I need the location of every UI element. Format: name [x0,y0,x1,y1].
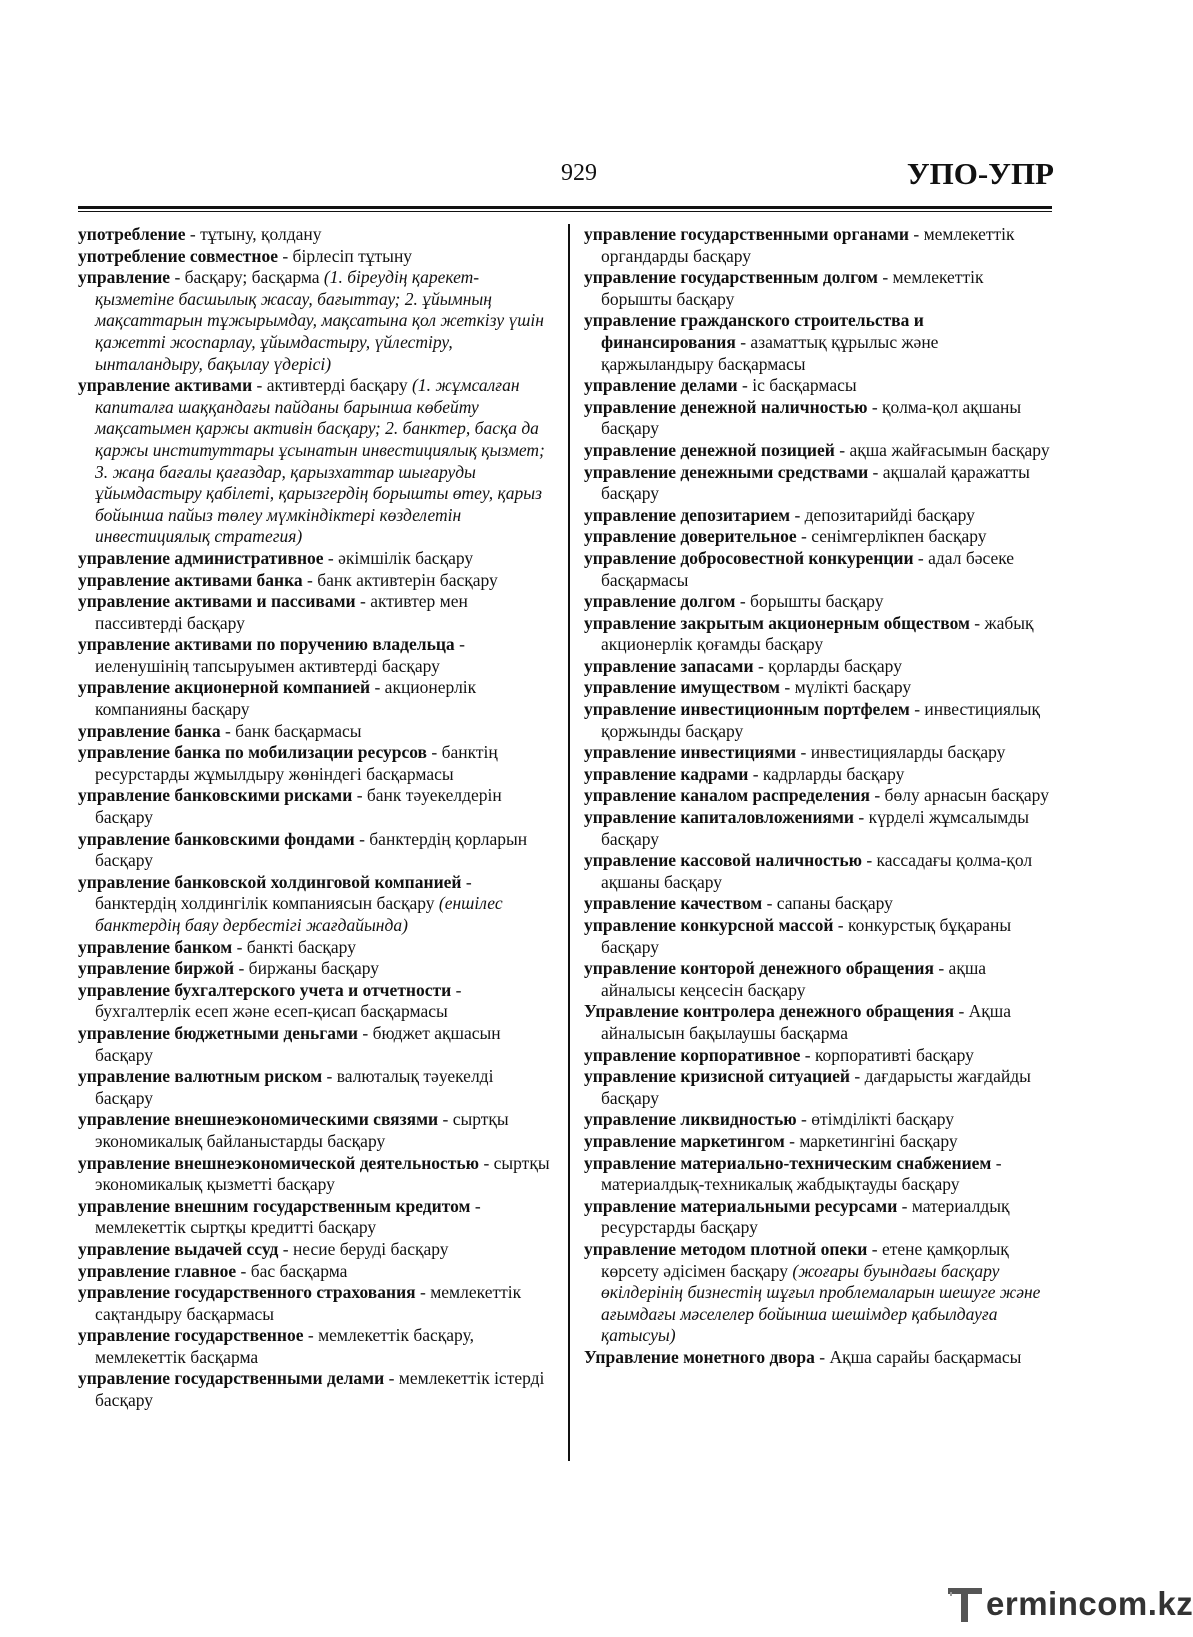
entry-separator: - [323,547,339,568]
dictionary-entry [584,1045,1054,1067]
entry-separator: - [322,1066,337,1087]
entry-definition: мүлікті басқару [794,677,912,698]
entry-separator: - [913,547,929,568]
entry-term: управление кассовой наличностью [584,850,862,871]
dictionary-entry [78,1153,552,1196]
entry-separator: - [277,245,293,266]
entry-term: управление методом плотной опеки [584,1238,868,1259]
t-letter-icon [946,1584,986,1624]
entry-separator: - [234,958,249,979]
entry-separator: - [796,1109,812,1130]
entry-definition: мемлекеттік істерді басқару [95,1368,545,1411]
entry-definition: несие беруді басқару [292,1238,449,1259]
entry-definition: инвестицияларды басқару [810,742,1006,763]
entry-separator: - [185,224,201,244]
entry-definition: сыртқы экономикалық байланыстарды басқару [95,1109,509,1151]
entry-term: управление кризисной ситуацией [584,1066,851,1087]
dictionary-entry [78,677,552,720]
entry-definition: ақша айналысы кеңсесін басқару [601,958,987,1000]
entry-definition: мемлекеттік органдарды басқару [601,224,1015,266]
dictionary-entry [78,1023,552,1066]
entry-definition: сыртқы экономикалық қызметті басқару [95,1152,550,1195]
dictionary-entry [78,742,552,785]
dictionary-entry [584,1066,1054,1109]
entry-separator: - [302,569,318,590]
entry-separator: - [735,591,751,612]
entry-separator: - [354,828,370,849]
entry-separator: - [909,224,924,244]
entry-term: управление государственными органами [584,224,910,244]
entry-term: управление банка по мобилизации ресурсов [78,742,428,763]
dictionary-entry [584,850,1054,893]
dictionary-entry [584,1131,1054,1153]
entry-term: управление доверительное [584,526,797,547]
entry-definition: мемлекеттік сыртқы кредитті басқару [95,1217,377,1238]
entry-term: управление депозитарием [584,504,791,525]
entry-term: управление активами [78,375,253,396]
dictionary-entry [584,1153,1054,1196]
entry-separator: - [170,267,185,288]
entry-term: управление имуществом [584,677,780,698]
entry-separator: - [814,1346,830,1367]
entry-term: управление материально-техническим снабжением [584,1152,992,1173]
entry-definition: банк активтерін басқару [317,569,498,590]
entry-separator: - [897,1195,912,1216]
entry-separator: - [735,331,751,352]
dictionary-entry [584,1239,1054,1347]
dictionary-entry [584,591,1054,613]
dictionary-entry [584,310,1054,375]
dictionary-entry [584,764,1054,786]
entry-term: управление банковскими фондами [78,828,355,849]
entry-separator: - [954,1001,969,1022]
dictionary-entry [584,1109,1054,1131]
entry-separator: - [909,699,925,720]
entry-definition: тұтыну, қолдану [200,224,322,244]
entry-separator: - [303,1325,319,1346]
entry-term: управление инвестиционным портфелем [584,699,910,720]
entry-term: управление каналом распределения [584,785,870,806]
dictionary-entry [584,742,1054,764]
dictionary-entry [584,462,1054,505]
dictionary-entry [78,246,552,268]
entry-term: управление государственными делами [78,1368,385,1389]
entry-separator: - [933,958,949,979]
entry-term: управление конторой денежного обращения [584,958,934,979]
entry-term: управление денежной наличностью [584,396,868,417]
entry-separator: - [352,785,367,806]
entry-term: управление запасами [584,655,754,676]
entry-term: управление внешним государственным кредитом [78,1195,471,1216]
header-rule-thin [78,211,1052,212]
entry-definition: әкімшілік басқару [338,547,474,568]
entry-definition: кассадағы қолма-қол ақшаны басқару [601,850,1033,892]
entry-separator: - [833,915,848,935]
entry-separator: - [867,1238,882,1259]
entry-separator: - [479,1152,494,1173]
entry-separator: - [867,396,883,417]
entry-definition: адал бәсеке басқармасы [601,547,1015,590]
entry-term: управление закрытым акционерным обществом [584,612,970,633]
entry-definition: күрделі жұмсалымды басқару [601,807,1030,849]
entry-separator: - [868,461,883,482]
entry-separator: - [748,763,763,784]
entry-note: (1. біреудің қарекет-қызметіне басшылық жасау, бағыттау; 2. ұйымның мақсаттарын тұжырымдау, мақсатына қол жеткізу үшін қажетті жоспарлау, ұйымдастыру, үйлестіру, ынталандыру, бақылау үдерісі) [95,267,544,374]
entry-term: управление банка [78,720,221,741]
entry-separator: - [355,591,371,612]
dictionary-entry [78,1282,552,1325]
right-column [584,224,1054,1368]
entry-definition: банк тәуекелдерін басқару [95,785,502,828]
entry-term: управление гражданского строительства и финансирования [584,310,924,352]
dictionary-entry [584,807,1054,850]
entry-term: управление бухгалтерского учета и отчетности [78,979,452,1000]
dictionary-entry [584,224,1054,267]
entry-definition: бірлесіп тұтыну [292,245,413,266]
entry-separator: - [753,655,769,676]
entry-definition: инвестициялық қоржынды басқару [601,699,1041,741]
dictionary-entry [584,893,1054,915]
entry-separator: - [991,1152,1002,1173]
entry-term: управление внешнеэкономическими связями [78,1109,439,1130]
entry-definition: мемлекеттік борышты басқару [601,267,984,309]
entry-separator: - [800,1044,815,1065]
dictionary-entry [78,267,552,375]
entry-term: управление делами [584,375,738,396]
entry-note: (1. жұмсалған капиталға шаққандағы пайданы барынша көбейту мақсатымен қаржы активін басқару; 2. банктер, басқа да қаржы институттары ұсынатын инвестициялық қызмет; 3. жаңа бағалы қағаздар, қарызхаттар шығаруды ұйымдастыру қабілеті, қарызгердің борышты өтеу, қарыз бойынша пайыз төлеу мүмкіндіктері көзделетін инвестициялық стратегия) [95,375,545,547]
entry-term: управление материальными ресурсами [584,1195,898,1216]
entry-term: управление денежными средствами [584,461,869,482]
entry-term: Управление монетного двора [584,1346,815,1367]
entry-definition: банктің ресурстарды жұмылдыру жөніндегі басқармасы [95,742,498,784]
entry-note: (еншілес банктердің баяу дербестігі жағдайында) [95,893,503,935]
dictionary-entry [584,613,1054,656]
entry-term: управление акционерной компанией [78,677,371,698]
entry-definition: депозитарийді басқару [804,504,975,525]
entry-definition: активтерді басқару [266,375,413,396]
entry-definition: бас басқарма [250,1260,348,1281]
entry-definition: мемлекеттік басқару, мемлекеттік басқарма [95,1325,474,1367]
entry-definition: банктердің қорларын басқару [95,828,528,871]
dictionary-entry [584,397,1054,440]
entry-separator: - [784,1130,800,1151]
entry-definition: материалдық-техникалық жабдықтауды басқару [601,1174,960,1195]
entry-term: управление внешнеэкономической деятельностью [78,1152,480,1173]
entry-definition: бөлу арнасын басқару [884,785,1049,806]
dictionary-entry [78,1239,552,1261]
entry-definition: банкті басқару [246,936,356,957]
entry-definition: банктердің холдингілік компаниясын басқару [95,893,439,914]
entry-separator: - [461,871,472,892]
entry-term: управление государственное [78,1325,304,1346]
entry-term: Управление контролера денежного обращения [584,1001,955,1022]
entry-term: управление банком [78,936,233,957]
entry-definition: қорларды басқару [768,655,902,676]
dictionary-entry [584,505,1054,527]
entry-term: употребление совместное [78,245,278,266]
entry-definition: бухгалтерлік есеп және есеп-қисап басқармасы [95,1001,448,1022]
dictionary-entry [584,375,1054,397]
watermark-logo [946,1582,1193,1626]
page-number: 929 [561,160,597,186]
dictionary-entry [584,785,1054,807]
entry-term: управление административное [78,547,324,568]
entry-separator: - [370,677,385,698]
entry-term: управление активами банка [78,569,303,590]
dictionary-entry [584,958,1054,1001]
entry-separator: - [969,612,985,633]
entry-definition: сапаны басқару [776,893,893,914]
entry-term: управление долгом [584,591,736,612]
entry-definition: кадрларды басқару [762,763,905,784]
entry-definition: мемлекеттік сақтандыру басқармасы [95,1282,522,1324]
dictionary-entry [584,699,1054,742]
dictionary-entry [78,224,552,246]
entry-separator: - [451,979,462,1000]
dictionary-entry [78,1261,552,1283]
entry-term: управление государственного страхования [78,1282,416,1303]
entry-definition: өтімділікті басқару [811,1109,955,1130]
entry-term: управление главное [78,1260,237,1281]
dictionary-entry [584,1347,1054,1369]
entry-term: управление качеством [584,893,763,914]
entry-definition: маркетингіні басқару [799,1130,958,1151]
dictionary-entry [584,677,1054,699]
entry-definition: активтер мен пассивтерді басқару [95,591,468,633]
entry-separator: - [779,677,795,698]
entry-term: управление инвестициями [584,742,797,763]
dictionary-entry [584,1001,1054,1044]
entry-definition: іс басқармасы [752,375,857,396]
dictionary-entry [78,785,552,828]
dictionary-entry [78,937,552,959]
dictionary-entry [584,548,1054,591]
entry-term: управление корпоративное [584,1044,801,1065]
entry-separator: - [834,439,850,460]
entry-definition: етене қамқорлық көрсету әдісімен басқару [601,1238,1009,1281]
entry-separator: - [415,1282,431,1303]
entry-term: управление государственным долгом [584,267,878,288]
entry-definition: дағдарысты жағдайды басқару [601,1066,1031,1108]
entry-separator: - [454,634,465,655]
dictionary-entry [584,915,1054,958]
dictionary-entry [78,375,552,548]
entry-note: (жоғары буындағы басқару өкілдерінің бизнестің шұғыл проблемаларын шешуге және ағымдағы мәселелер бойынша шешімдер қабылдауға қатысуы) [601,1260,1041,1346]
entry-separator: - [869,785,885,806]
entry-term: управление капиталовложениями [584,807,854,828]
dictionary-entry [78,872,552,937]
dictionary-entry [78,548,552,570]
watermark-rest: ermincom.kz [986,1585,1193,1622]
entry-term: управление конкурсной массой [584,915,834,935]
entry-term: управление биржой [78,958,235,979]
entry-term: управление банковскими рисками [78,785,353,806]
entry-definition: ақша жайғасымын басқару [849,439,1050,460]
left-column [78,224,552,1412]
entry-term: управление маркетингом [584,1130,785,1151]
header-rule [78,206,1052,209]
dictionary-entry [78,1325,552,1368]
entry-separator: - [470,1195,481,1216]
entry-term: управление выдачей ссуд [78,1238,279,1259]
entry-separator: - [384,1368,399,1389]
entry-definition: акционерлік компанияны басқару [95,677,477,720]
entry-definition: иеленушінің тапсыруымен активтерді басқару [95,655,440,676]
entry-term: управление активами по поручению владельца [78,634,455,655]
entry-separator: - [861,850,877,871]
dictionary-entry [584,656,1054,678]
entry-term: управление валютным риском [78,1066,323,1087]
entry-term: управление добросовестной конкуренции [584,547,914,568]
entry-definition: азаматтық құрылыс және қаржыландыру басқармасы [601,331,939,374]
entry-term: управление ликвидностью [584,1109,797,1130]
entry-separator: - [236,1260,251,1281]
entry-separator: - [232,936,247,957]
dictionary-entry [584,526,1054,548]
entry-definition: борышты басқару [750,591,884,612]
entry-separator: - [278,1238,293,1259]
entry-term: управление денежной позицией [584,439,835,460]
entry-definition: Ақша сарайы басқармасы [829,1346,1022,1367]
entry-definition: бюджет ақшасын басқару [95,1022,501,1065]
entry-separator: - [737,375,753,396]
dictionary-entry [78,829,552,872]
dictionary-entry [78,958,552,980]
entry-definition: биржаны басқару [248,958,380,979]
dictionary-entry [78,1109,552,1152]
entry-definition: материалдық ресурстарды басқару [601,1195,1010,1238]
dictionary-entry [78,1066,552,1109]
entry-separator: - [850,1066,865,1087]
entry-separator: - [427,742,442,763]
column-divider [568,224,570,1461]
entry-separator: - [438,1109,453,1130]
dictionary-entry [78,1368,552,1411]
entry-definition: Ақша айналысын бақылаушы басқарма [601,1001,1012,1043]
entry-definition: ақшалай қаражатты басқару [601,461,1030,504]
entry-separator: - [790,504,805,525]
entry-definition: валюталық тәуекелді басқару [95,1066,494,1108]
entry-separator: - [220,720,236,741]
entry-separator: - [854,807,869,828]
entry-term: управление активами и пассивами [78,591,356,612]
entry-definition: қолма-қол ақшаны басқару [601,396,1022,439]
dictionary-entry [78,1196,552,1239]
dictionary-entry [78,591,552,634]
dictionary-entry [78,570,552,592]
entry-term: управление кадрами [584,763,749,784]
dictionary-entry [78,721,552,743]
dictionary-entry [584,267,1054,310]
entry-definition: жабық акционерлік қоғамды басқару [601,612,1034,655]
entry-separator: - [877,267,893,288]
entry-separator: - [252,375,267,396]
entry-definition: конкурстық бұқараны басқару [601,915,1012,957]
entry-separator: - [358,1022,373,1043]
dictionary-entry [78,980,552,1023]
dictionary-entry [78,634,552,677]
entry-separator: - [796,526,812,547]
entry-term: управление [78,267,171,288]
running-head: УПО-УПР [906,156,1054,191]
entry-term: управление бюджетными деньгами [78,1022,359,1043]
entry-term: управление банковской холдинговой компанией [78,871,462,892]
entry-definition: басқару; басқарма [184,267,324,288]
dictionary-entry [584,1196,1054,1239]
entry-definition: сенімгерлікпен басқару [811,526,987,547]
entry-definition: банк басқармасы [235,720,362,741]
entry-separator: - [796,742,811,763]
entry-separator: - [762,893,777,914]
entry-definition: корпоративті басқару [814,1044,974,1065]
dictionary-entry [584,440,1054,462]
entry-term: употребление [78,224,186,244]
